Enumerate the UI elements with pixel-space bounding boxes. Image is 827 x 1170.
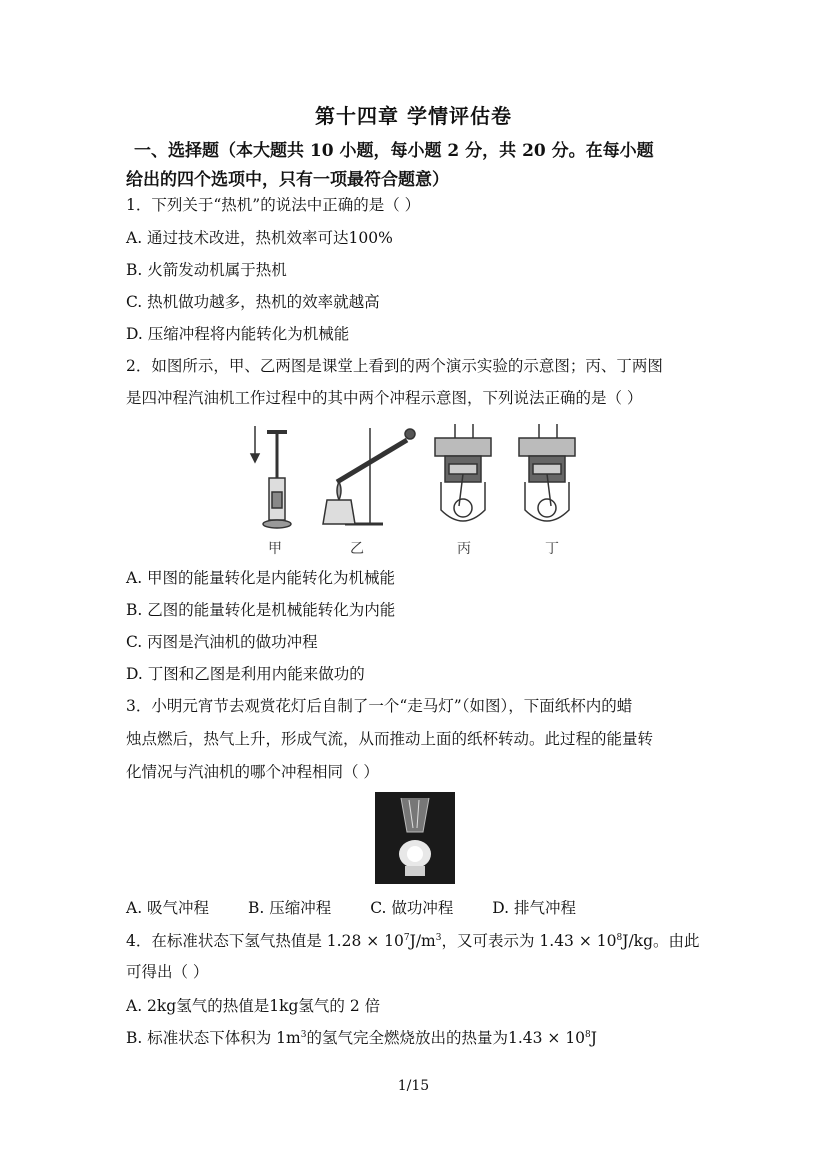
q1-stem: 1．下列关于“热机”的说法中正确的是（ ） xyxy=(126,196,421,214)
section-heading-line2: 给出的四个选项中，只有一项最符合题意） xyxy=(126,170,449,190)
q3-stem-line2: 烛点燃后，热气上升，形成气流，从而推动上面的纸杯转动。此过程的能量转 xyxy=(126,730,654,748)
q1-option-a: A. 通过技术改进，热机效率可达100% xyxy=(126,229,393,247)
lantern-photo xyxy=(375,792,455,884)
page-number: 1/15 xyxy=(397,1078,430,1094)
q1-option-b: B. 火箭发动机属于热机 xyxy=(126,261,287,279)
figure-label-jia: 甲 xyxy=(268,541,282,557)
q3-option-a: A. 吸气冲程 xyxy=(126,899,210,917)
lantern-illustration xyxy=(375,792,455,884)
q3-stem-line3: 化情况与汽油机的哪个冲程相同（ ） xyxy=(126,763,379,781)
figure-label-bing: 丙 xyxy=(457,541,471,557)
figure-ding xyxy=(519,424,575,521)
section-heading-line1: 一、选择题（本大题共 10 小题，每小题 2 分，共 20 分。在每小题 xyxy=(134,141,654,161)
q3-options xyxy=(126,896,610,918)
q3-option-c: C. 做功冲程 xyxy=(370,899,454,917)
q4-option-a: A. 2kg氢气的热值是1kg氢气的 2 倍 xyxy=(126,997,381,1015)
q2-option-a: A. 甲图的能量转化是内能转化为机械能 xyxy=(126,569,396,587)
page-title: 第十四章 学情评估卷 xyxy=(315,104,512,128)
figure-yi xyxy=(323,428,415,524)
q1-option-d: D. 压缩冲程将内能转化为机械能 xyxy=(126,325,350,343)
q4-stem-line2: 可得出（ ） xyxy=(126,963,209,981)
q3-stem-line1: 3．小明元宵节去观赏花灯后自制了一个“走马灯”（如图），下面纸杯内的蜡 xyxy=(126,697,633,715)
q3-option-b: B. 压缩冲程 xyxy=(248,899,332,917)
figure-jia xyxy=(251,426,291,528)
q1-option-c: C. 热机做功越多，热机的效率就越高 xyxy=(126,293,380,311)
q2-option-b: B. 乙图的能量转化是机械能转化为内能 xyxy=(126,601,396,619)
figure-label-yi: 乙 xyxy=(350,541,364,557)
q2-stem-line1: 2．如图所示，甲、乙两图是课堂上看到的两个演示实验的示意图；丙、丁两图 xyxy=(126,357,663,375)
q4-stem-line1: 4．在标准状态下氢气热值是 $1.28 \times 10^7J/m^3$，又可表示为 $1.43 \times 10^8J/kg$。由此 xyxy=(126,932,700,950)
q2-figure xyxy=(245,420,585,560)
figure-label-ding: 丁 xyxy=(545,541,559,557)
q2-option-c: C. 丙图是汽油机的做功冲程 xyxy=(126,633,318,651)
q2-option-d: D. 丁图和乙图是利用内能来做功的 xyxy=(126,665,365,683)
q2-stem-line2: 是四冲程汽油机工作过程中的其中两个冲程示意图，下列说法正确的是（ ） xyxy=(126,389,643,407)
q3-option-d: D. 排气冲程 xyxy=(492,899,577,917)
figure-bing xyxy=(435,424,491,521)
q4-option-b: B. 标准状态下体积为 $1m^3$的氢气完全燃烧放出的热量为$1.43 \times 10^8J$ xyxy=(126,1029,597,1047)
